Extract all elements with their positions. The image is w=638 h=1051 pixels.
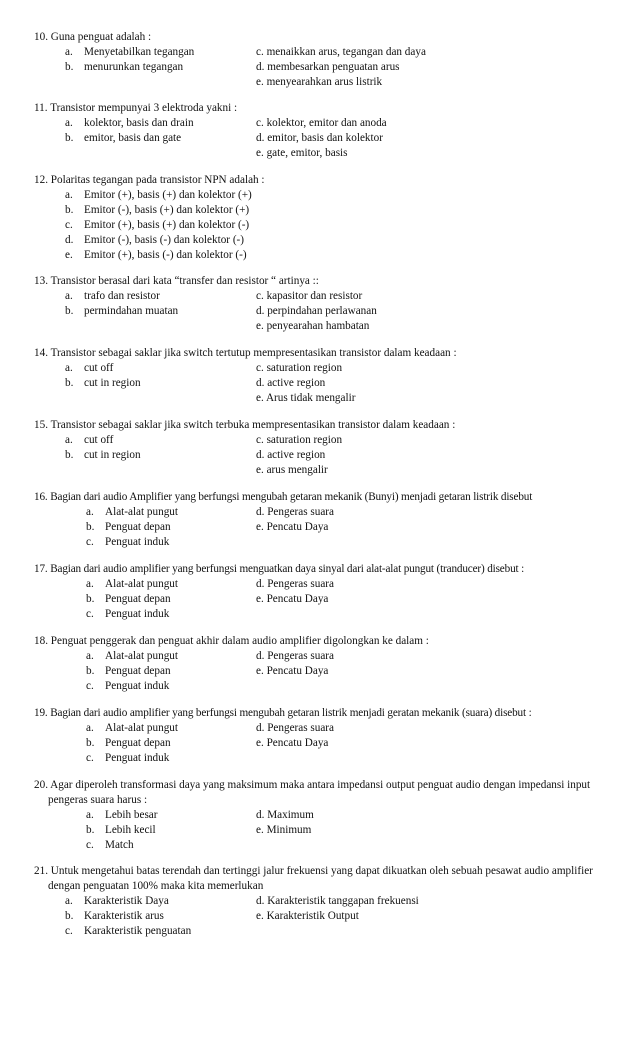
option-text: Emitor (-), basis (+) dan kolektor (+) [84, 204, 250, 216]
option-letter: b. [86, 824, 95, 836]
question-number: 13. [34, 275, 48, 287]
option-letter: e. [256, 76, 264, 88]
option-text: Penguat induk [105, 536, 170, 548]
option-text: kolektor, basis dan drain [84, 117, 194, 129]
option-letter: a. [86, 650, 94, 662]
option-letter: d. [256, 61, 265, 73]
option-d [256, 721, 334, 736]
option-letter: d. [256, 650, 265, 662]
option-text: Penguat induk [105, 680, 170, 692]
option-letter: e. [256, 392, 264, 404]
question-19 [34, 706, 614, 764]
option-a [86, 649, 178, 664]
question-18 [34, 634, 614, 692]
option-text: Emitor (+), basis (+) dan kolektor (-) [84, 219, 250, 231]
question-stem: Bagian dari audio amplifier yang berfungsi menguatkan daya sinyal dari alat-alat pungut (tranducer) disebut : [50, 563, 525, 575]
option-letter: d. [256, 722, 265, 734]
option-letter: d. [256, 449, 265, 461]
question-11 [34, 101, 614, 159]
option-letter: d. [256, 305, 265, 317]
question-text [34, 778, 608, 807]
option-text: cut in region [84, 377, 141, 389]
option-c [256, 361, 342, 376]
option-text: Karakteristik tanggapan frekuensi [267, 895, 419, 907]
option-text: Karakteristik penguatan [84, 925, 192, 937]
option-text: kolektor, emitor dan anoda [266, 117, 387, 129]
option-text: cut off [84, 434, 114, 446]
option-e [256, 463, 328, 478]
option-b [86, 592, 171, 607]
option-text: saturation region [266, 434, 343, 446]
option-b [86, 823, 156, 838]
option-letter: d. [256, 809, 265, 821]
question-stem: Bagian dari audio amplifier yang berfungsi mengubah getaran listrik menjadi geratan mekanik (suara) disebut : [50, 707, 532, 719]
option-text: Karakteristik Output [266, 910, 359, 922]
question-number: 11. [34, 102, 48, 114]
option-text: menurunkan tegangan [84, 61, 184, 73]
option-text: Alat-alat pungut [105, 650, 179, 662]
option-text: Penguat depan [105, 521, 171, 533]
option-letter: a. [86, 506, 94, 518]
option-b [65, 376, 141, 391]
option-a [65, 433, 113, 448]
question-text [34, 30, 614, 45]
question-number: 18. [34, 635, 48, 647]
option-letter: c. [256, 362, 264, 374]
option-e [256, 75, 382, 90]
option-letter: b. [65, 377, 74, 389]
option-text: active region [267, 377, 326, 389]
option-letter: b. [86, 665, 95, 677]
option-text: Maximum [267, 809, 314, 821]
option-c [65, 218, 249, 233]
option-c [256, 45, 426, 60]
option-letter: b. [86, 737, 95, 749]
option-text: Emitor (+), basis (+) dan kolektor (+) [84, 189, 252, 201]
option-text: Karakteristik arus [84, 910, 164, 922]
option-text: menaikkan arus, tegangan dan daya [266, 46, 426, 58]
option-e [256, 736, 328, 751]
question-number: 10. [34, 31, 48, 43]
question-stem: Transistor mempunyai 3 elektroda yakni : [50, 102, 238, 114]
option-letter: e. [256, 737, 264, 749]
option-letter: b. [65, 204, 74, 216]
option-letter: d. [256, 377, 265, 389]
option-text: menyearahkan arus listrik [266, 76, 383, 88]
option-e [256, 909, 359, 924]
option-letter: e. [256, 824, 264, 836]
option-b [65, 448, 141, 463]
option-letter: a. [65, 290, 73, 302]
option-b [86, 736, 171, 751]
option-d [256, 808, 314, 823]
option-letter: b. [86, 593, 95, 605]
option-text: Penguat induk [105, 608, 170, 620]
question-text [34, 418, 614, 433]
question-number: 20. [34, 779, 48, 791]
option-letter: b. [65, 910, 74, 922]
option-letter: e. [65, 249, 73, 261]
option-letter: c. [86, 536, 94, 548]
option-e [256, 520, 328, 535]
option-d [256, 448, 325, 463]
option-c [86, 751, 169, 766]
option-letter: c. [65, 925, 73, 937]
option-text: Penguat induk [105, 752, 170, 764]
option-letter: e. [256, 464, 264, 476]
option-text: trafo dan resistor [84, 290, 160, 302]
question-16 [34, 490, 614, 548]
option-text: Pencatu Daya [266, 737, 329, 749]
question-number: 14. [34, 347, 48, 359]
question-stem: Untuk mengetahui batas terendah dan tertinggi jalur frekuensi yang dapat dikuatkan oleh sebuah pesawat audio amplifier dengan penguatan 100% maka kita memerlukan [48, 865, 593, 892]
question-number: 12. [34, 174, 48, 186]
option-a [65, 894, 169, 909]
option-d [256, 577, 334, 592]
option-c [256, 116, 387, 131]
option-text: Alat-alat pungut [105, 506, 179, 518]
option-letter: a. [65, 434, 73, 446]
question-number: 19. [34, 707, 48, 719]
option-b [65, 131, 181, 146]
option-text: Pengeras suara [267, 650, 334, 662]
option-letter: c. [256, 434, 264, 446]
question-text [34, 706, 614, 721]
option-letter: a. [65, 895, 73, 907]
question-stem: Transistor sebagai saklar jika switch tertutup mempresentasikan transistor dalam keadaan : [50, 347, 457, 359]
option-text: Pencatu Daya [266, 665, 329, 677]
question-20 [34, 778, 614, 851]
option-text: arus mengalir [266, 464, 328, 476]
option-b [86, 520, 171, 535]
option-letter: c. [256, 117, 264, 129]
option-c [86, 679, 169, 694]
option-b [65, 304, 178, 319]
question-15 [34, 418, 614, 476]
question-number: 17. [34, 563, 48, 575]
option-letter: b. [86, 521, 95, 533]
option-text: Pengeras suara [267, 506, 334, 518]
option-e [256, 391, 355, 406]
option-letter: c. [86, 680, 94, 692]
question-stem: Transistor berasal dari kata “transfer dan resistor “ artinya :: [50, 275, 319, 287]
option-e [256, 146, 348, 161]
question-13 [34, 274, 614, 332]
option-letter: c. [86, 608, 94, 620]
option-text: emitor, basis dan kolektor [267, 132, 383, 144]
option-text: Penguat depan [105, 737, 171, 749]
option-text: Emitor (-), basis (-) dan kolektor (-) [84, 234, 244, 246]
option-text: active region [267, 449, 326, 461]
option-text: permindahan muatan [84, 305, 179, 317]
option-c [65, 924, 191, 939]
option-text: Alat-alat pungut [105, 578, 179, 590]
option-letter: c. [256, 46, 264, 58]
option-letter: d. [256, 895, 265, 907]
option-text: Penguat depan [105, 593, 171, 605]
option-d [256, 505, 334, 520]
question-text [34, 101, 614, 116]
option-letter: a. [65, 117, 73, 129]
option-text: penyearahan hambatan [266, 320, 370, 332]
question-text [34, 173, 614, 188]
option-letter: b. [65, 61, 74, 73]
option-b [65, 909, 164, 924]
question-number: 15. [34, 419, 48, 431]
question-10 [34, 30, 614, 88]
option-letter: e. [256, 521, 264, 533]
option-text: Lebih besar [105, 809, 158, 821]
option-text: saturation region [266, 362, 343, 374]
option-text: Arus tidak mengalir [265, 392, 356, 404]
option-text: Match [105, 839, 134, 851]
option-b [86, 664, 171, 679]
option-c [86, 535, 169, 550]
option-letter: a. [65, 189, 73, 201]
option-text: Pengeras suara [267, 722, 334, 734]
option-letter: c. [86, 752, 94, 764]
option-a [65, 116, 194, 131]
question-text [34, 634, 614, 649]
question-stem: Polaritas tegangan pada transistor NPN adalah : [50, 174, 265, 186]
option-c [86, 838, 134, 853]
option-text: Minimum [266, 824, 312, 836]
question-stem: Guna penguat adalah : [50, 31, 152, 43]
option-d [256, 60, 400, 75]
option-c [256, 433, 342, 448]
option-letter: b. [65, 449, 74, 461]
option-text: Lebih kecil [105, 824, 156, 836]
question-stem: Transistor sebagai saklar jika switch terbuka mempresentasikan transistor dalam keadaan : [50, 419, 456, 431]
option-letter: a. [65, 362, 73, 374]
question-number: 21. [34, 865, 48, 877]
question-number: 16. [34, 491, 48, 503]
question-12 [34, 173, 614, 261]
option-e [256, 319, 369, 334]
option-letter: a. [86, 722, 94, 734]
option-text: Penguat depan [105, 665, 171, 677]
option-c [86, 607, 169, 622]
option-d [256, 649, 334, 664]
option-letter: a. [65, 46, 73, 58]
option-a [65, 289, 160, 304]
option-letter: d. [256, 506, 265, 518]
question-stem: Agar diperoleh transformasi daya yang maksimum maka antara impedansi output penguat audio dengan impedansi input pengeras suara harus : [48, 779, 591, 806]
option-letter: e. [256, 593, 264, 605]
option-c [256, 289, 362, 304]
option-e [256, 823, 311, 838]
question-stem: Bagian dari audio Amplifier yang berfungsi mengubah getaran mekanik (Bunyi) menjadi getaran listrik disebut [50, 491, 533, 503]
option-text: cut off [84, 362, 114, 374]
option-letter: a. [86, 578, 94, 590]
option-text: perpindahan perlawanan [267, 305, 377, 317]
option-b [65, 60, 183, 75]
question-text [34, 562, 614, 577]
option-e [256, 664, 328, 679]
option-text: membesarkan penguatan arus [267, 61, 400, 73]
option-text: Pengeras suara [267, 578, 334, 590]
question-stem: Penguat penggerak dan penguat akhir dalam audio amplifier digolongkan ke dalam : [50, 635, 429, 647]
option-text: kapasitor dan resistor [266, 290, 363, 302]
question-17 [34, 562, 614, 620]
question-text [34, 490, 614, 505]
option-letter: c. [256, 290, 264, 302]
option-text: Pencatu Daya [266, 593, 329, 605]
option-text: Pencatu Daya [266, 521, 329, 533]
option-d [256, 376, 325, 391]
option-text: Emitor (+), basis (-) dan kolektor (-) [84, 249, 247, 261]
option-text: Karakteristik Daya [84, 895, 169, 907]
option-letter: b. [65, 305, 74, 317]
question-21 [34, 864, 614, 937]
option-a [86, 808, 158, 823]
option-text: emitor, basis dan gate [84, 132, 182, 144]
option-e [65, 248, 247, 263]
option-d [256, 894, 419, 909]
option-text: Menyetabilkan tegangan [84, 46, 195, 58]
option-letter: d. [256, 132, 265, 144]
option-a [86, 577, 178, 592]
option-letter: d. [256, 578, 265, 590]
question-14 [34, 346, 614, 404]
question-text [34, 864, 608, 893]
option-letter: e. [256, 665, 264, 677]
option-a [65, 361, 113, 376]
option-a [86, 721, 178, 736]
option-a [65, 45, 194, 60]
option-text: Alat-alat pungut [105, 722, 179, 734]
option-letter: e. [256, 147, 264, 159]
question-text [34, 346, 614, 361]
option-b [65, 203, 249, 218]
option-a [86, 505, 178, 520]
option-letter: a. [86, 809, 94, 821]
option-d [256, 131, 383, 146]
option-letter: c. [65, 219, 73, 231]
question-text [34, 274, 614, 289]
option-letter: b. [65, 132, 74, 144]
option-letter: d. [65, 234, 74, 246]
option-e [256, 592, 328, 607]
option-d [256, 304, 377, 319]
option-letter: e. [256, 320, 264, 332]
option-text: gate, emitor, basis [266, 147, 348, 159]
option-letter: e. [256, 910, 264, 922]
option-d [65, 233, 244, 248]
option-text: cut in region [84, 449, 141, 461]
option-letter: c. [86, 839, 94, 851]
option-a [65, 188, 252, 203]
